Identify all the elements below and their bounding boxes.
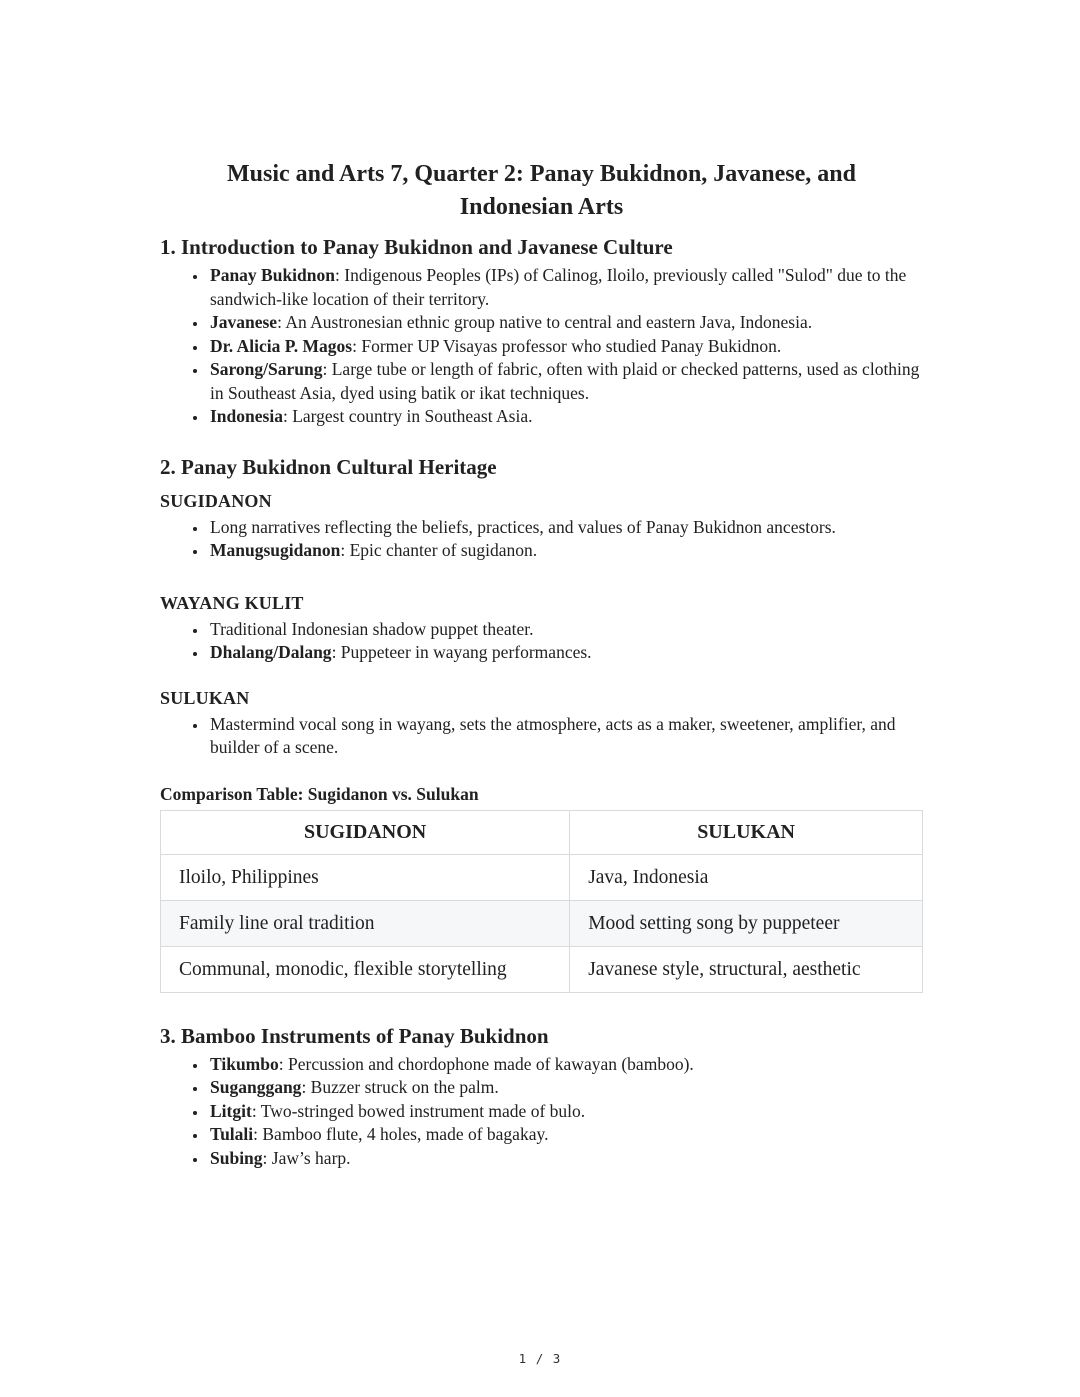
table-row [161, 900, 923, 946]
definition: : Largest country in Southeast Asia. [282, 406, 533, 426]
definition: Traditional Indonesian shadow puppet theater. [210, 618, 534, 639]
table-header-row [161, 810, 923, 854]
term: Tikumbo [210, 1053, 279, 1074]
column-header-sugidanon: SUGIDANON [161, 810, 570, 854]
section-3-heading: 3. Bamboo Instruments of Panay Bukidnon [160, 1023, 549, 1048]
list-item [208, 1100, 923, 1124]
term: Dhalang/Dalang [210, 642, 332, 662]
comparison-table [160, 810, 923, 993]
term: Litgit [210, 1100, 252, 1121]
page-title: Music and Arts 7, Quarter 2: Panay Bukidnon, Javanese, and Indonesian Arts [227, 161, 856, 220]
definition: Mastermind vocal song in wayang, sets the atmosphere, acts as a maker, sweetener, amplifier, and builder of a scene. [210, 713, 896, 757]
term: Suganggang [210, 1077, 302, 1097]
term: Sarong/Sarung [210, 359, 323, 379]
table-cell: Family line oral tradition [161, 900, 570, 946]
list-item [208, 358, 923, 405]
list-item [208, 264, 923, 311]
term: Panay Bukidnon [210, 265, 335, 285]
definition: : Buzzer struck on the palm. [301, 1077, 499, 1097]
sugidanon-list [160, 516, 923, 563]
definition: : Percussion and chordophone made of kawayan (bamboo). [278, 1053, 694, 1074]
definition: : An Austronesian ethnic group native to central and eastern Java, Indonesia. [277, 312, 813, 332]
wayang-kulit-list [160, 618, 923, 665]
term: Javanese [210, 312, 278, 332]
comparison-table-header [161, 810, 923, 854]
sulukan-list [160, 713, 923, 760]
definition: : Two-stringed bowed instrument made of bulo. [251, 1100, 586, 1121]
list-item [208, 1053, 923, 1077]
list-item [208, 618, 923, 642]
comparison-table-body [161, 854, 923, 992]
list-item [208, 335, 923, 359]
section-1-heading: 1. Introduction to Panay Bukidnon and Javanese Culture [160, 235, 673, 259]
definition: : Epic chanter of sugidanon. [340, 540, 538, 560]
section-1-list [160, 264, 923, 429]
list-item [208, 713, 923, 760]
table-row [161, 946, 923, 992]
table-cell: Communal, monodic, flexible storytelling [161, 946, 570, 992]
term: Tulali [210, 1124, 254, 1144]
term: Dr. Alicia P. Magos [210, 335, 353, 356]
list-item [208, 539, 923, 563]
definition: Long narratives reflecting the beliefs, practices, and values of Panay Bukidnon ancestors. [210, 516, 836, 537]
table-cell: Javanese style, structural, aesthetic [570, 946, 923, 992]
section-3-list [160, 1053, 923, 1171]
subsection-sulukan-heading: SULUKAN [160, 687, 250, 708]
list-item [208, 1076, 923, 1100]
list-item [208, 1123, 923, 1147]
definition: : Former UP Visayas professor who studied Panay Bukidnon. [352, 335, 782, 356]
definition: : Indigenous Peoples (IPs) of Calinog, Iloilo, previously called "Sulod" due to the sandwich-like location of their territory. [210, 265, 907, 309]
table-row [161, 854, 923, 900]
table-cell: Java, Indonesia [570, 854, 923, 900]
list-item [208, 641, 923, 665]
term: Manugsugidanon [210, 540, 341, 560]
column-header-sulukan: SULUKAN [570, 810, 923, 854]
table-cell: Mood setting song by puppeteer [570, 900, 923, 946]
page-number: 1 / 3 [518, 1351, 562, 1366]
list-item [208, 516, 923, 540]
table-cell: Iloilo, Philippines [161, 854, 570, 900]
definition: : Bamboo flute, 4 holes, made of bagakay. [253, 1124, 549, 1144]
subsection-sugidanon-heading: SUGIDANON [160, 490, 272, 511]
definition: : Puppeteer in wayang performances. [331, 642, 592, 662]
list-item [208, 311, 923, 335]
comparison-table-label: Comparison Table: Sugidanon vs. Sulukan [160, 783, 479, 804]
term: Indonesia [210, 406, 283, 426]
list-item [208, 405, 923, 429]
subsection-wayang-kulit-heading: WAYANG KULIT [160, 592, 304, 613]
definition: : Large tube or length of fabric, often with plaid or checked patterns, used as clothing in Southeast Asia, dyed using batik or ikat techniques. [210, 359, 920, 403]
definition: : Jaw’s harp. [262, 1147, 351, 1168]
section-2-heading: 2. Panay Bukidnon Cultural Heritage [160, 454, 497, 479]
list-item [208, 1147, 923, 1171]
term: Subing [210, 1147, 263, 1168]
